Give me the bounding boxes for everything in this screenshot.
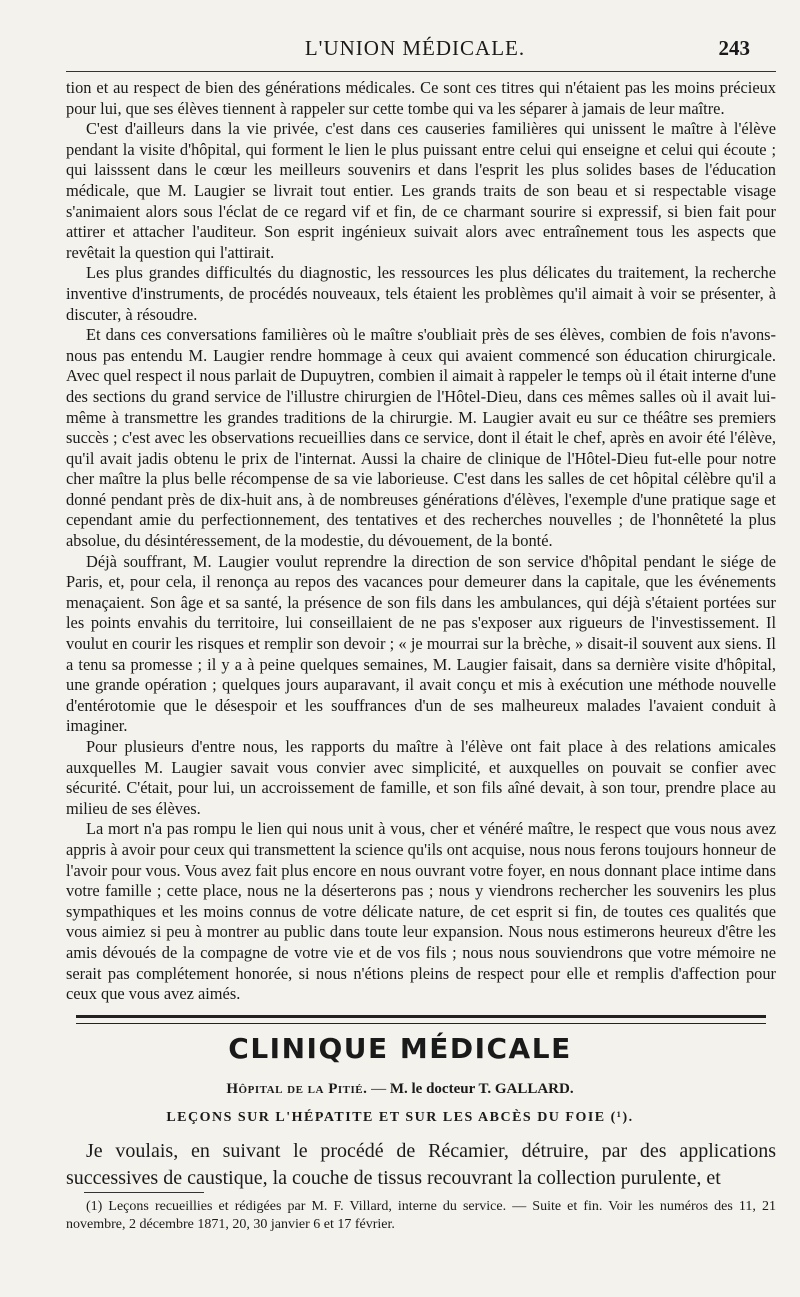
page-header [66,30,764,70]
section-title: CLINIQUE MÉDICALE [228,1032,572,1065]
article-body [66,78,776,1005]
article-paragraph: C'est d'ailleurs dans la vie privée, c'est dans ces causeries familières qui unissent le maître à l'élève pendant la visite d'hôpital, qui forment le lien le plus puissant entre celui qui enseigne et celui qui écoute ; qui laisssent dans le cœur les meilleurs souvenirs et dans l'esprit les plus solides bases de l'éducation médicale, que M. Laugier se livrait tout entier. Les grands traits de son beau et si respectable visage s'animaient alors sous l'éclat de ce regard vif et fin, de ce charmant sourire si expressif, si bien fait pour attirer et attacher l'auditeur. Son esprit ingénieux suivait alors avec entraînement tous les aspects que revêtait la question qui l'attirait. [66,119,776,262]
lecture-byline [0,1081,800,1098]
section-divider [76,1015,766,1024]
footnote-text: (1) Leçons recueillies et rédigées par M. F. Villard, interne du service. — Suite et fin. Voir les numéros des 11, 21 novembre, 2 décembre 1871, 20, 30 janvier 6 et 17 février. [66,1199,776,1232]
article-paragraph: Pour plusieurs d'entre nous, les rapports du maître à l'élève ont fait place à des relations amicales auxquelles M. Laugier savait vous convier avec simplicité, et auxquelles on pouvait se confier avec sécurité. C'était, pour lui, un accroissement de famille, et son fils aîné devait, à son tour, prendre place au milieu de ses élèves. [66,737,776,818]
lecture-body [66,1138,776,1192]
article-paragraph: La mort n'a pas rompu le lien qui nous unit à vous, cher et vénéré maître, le respect que vous nous avez appris à avoir pour ceux qui transmettent la science qu'ils ont acquise, nous nous ferons toujours honneur de l'avoir pour vous. Vous avez fait plus encore en nous ouvrant votre foyer, en nous donnant place intime dans votre famille ; cette place, nous ne la déserterons pas ; nous y viendrons rechercher les souvenirs les plus sympathiques et les moins connus de votre délicate nature, de cet esprit si fin, de toutes ces qualités que vous aimiez si peu à montrer au public dans toute leur expansion. Nous nous estimerons heureux d'être les amis dévoués de la compagne de votre vie et de vos fils ; nous nous souviendrons que votre mémoire ne serait pas complétement honorée, si nous n'étions pleins de respect pour elle et remplis d'affection pour ceux que vous avez aimés. [66,819,776,1004]
hospital-name: Hôpital de la Pitié. [226,1081,368,1097]
article-paragraph: tion et au respect de bien des générations médicales. Ce sont ces titres qui n'étaient pas les moins précieux pour lui, que ses élèves tiennent à rappeler sur cette tombe qui va les séparer à jamais de leur maître. [66,78,776,118]
article-paragraph: Déjà souffrant, M. Laugier voulut reprendre la direction de son service d'hôpital pendant le siége de Paris, et, pour cela, il renonça au repos des vacances pour demeurer dans la capitale, que les événements menaçaient. Son âge et sa santé, la présence de son fils dans les ambulances, qui déjà s'étaient portées sur les points envahis du territoire, lui conseillaient de ne pas s'exposer aux rigueurs de l'investissement. Il voulut en courir les risques et remplir son devoir ; « je mourrai sur la brèche, » disait-il souvent aux siens. Il a tenu sa promesse ; il y a à peine quelques semaines, M. Laugier faisait, dans sa dernière visite d'hôpital, une grande opération ; quelques jours auparavant, il avait conçu et mis à exécution une méthode nouvelle d'entérotomie que le désespoir et les souffrances d'un de ses malheureux malades l'avaient conduit à imaginer. [66,551,776,736]
header-rule [66,71,776,72]
byline-dash: — [367,1081,390,1097]
footnote [66,1198,776,1234]
page-number: 243 [718,36,750,60]
lecture-paragraph: Je voulais, en suivant le procédé de Récamier, détruire, par des applications successives de caustique, la couche de tissus recouvrant la collection purulente, et [66,1140,776,1189]
article-paragraph: Et dans ces conversations familières où le maître s'oubliait près de ses élèves, combien de fois n'avons-nous pas entendu M. Laugier rendre hommage à ceux qui avaient commencé son éducation chirurgicale. Avec quel respect il nous parlait de Dupuytren, combien il aimait à rappeler le temps où il était interne d'une des sections du grand service de l'illustre chirurgien de l'Hôtel-Dieu, dans ces mêmes salles où il avait lui-même à transmettre les grandes traditions de la chirurgie. M. Laugier avait eu sur ce théâtre ses premiers succès ; c'est avec les observations recueillies dans ce service, dont il était le chef, après en avoir été l'élève, qu'il avait jadis obtenu le prix de l'internat. Aussi la chaire de clinique de l'Hôtel-Dieu fut-elle pour notre cher maître la plus belle récompense de sa vie laborieuse. C'est dans les salles de cet hôpital célèbre qu'il a donné pendant près de dix-huit ans, à de nombreuses générations d'élèves, l'exemple d'une pratique sage et cependant amie du perfectionnement, des tentatives et des recherches nouvelles ; de l'honnêteté la plus absolue, du désintéressement, de la modestie, du dévouement, de la bonté. [66,325,776,551]
author-name: M. le docteur T. GALLARD. [389,1081,574,1097]
lecture-title: LEÇONS SUR L'HÉPATITE ET SUR LES ABCÈS DU FOIE (¹). [166,1110,634,1125]
footnote-rule [84,1192,204,1193]
running-title: L'UNION MÉDICALE. [304,36,526,60]
article-paragraph: Les plus grandes difficultés du diagnostic, les ressources les plus délicates du traitement, la recherche inventive d'instruments, de procédés nouveaux, tels étaient les problèmes qu'il aimait à voir se présenter, à discuter, à résoudre. [66,263,776,324]
